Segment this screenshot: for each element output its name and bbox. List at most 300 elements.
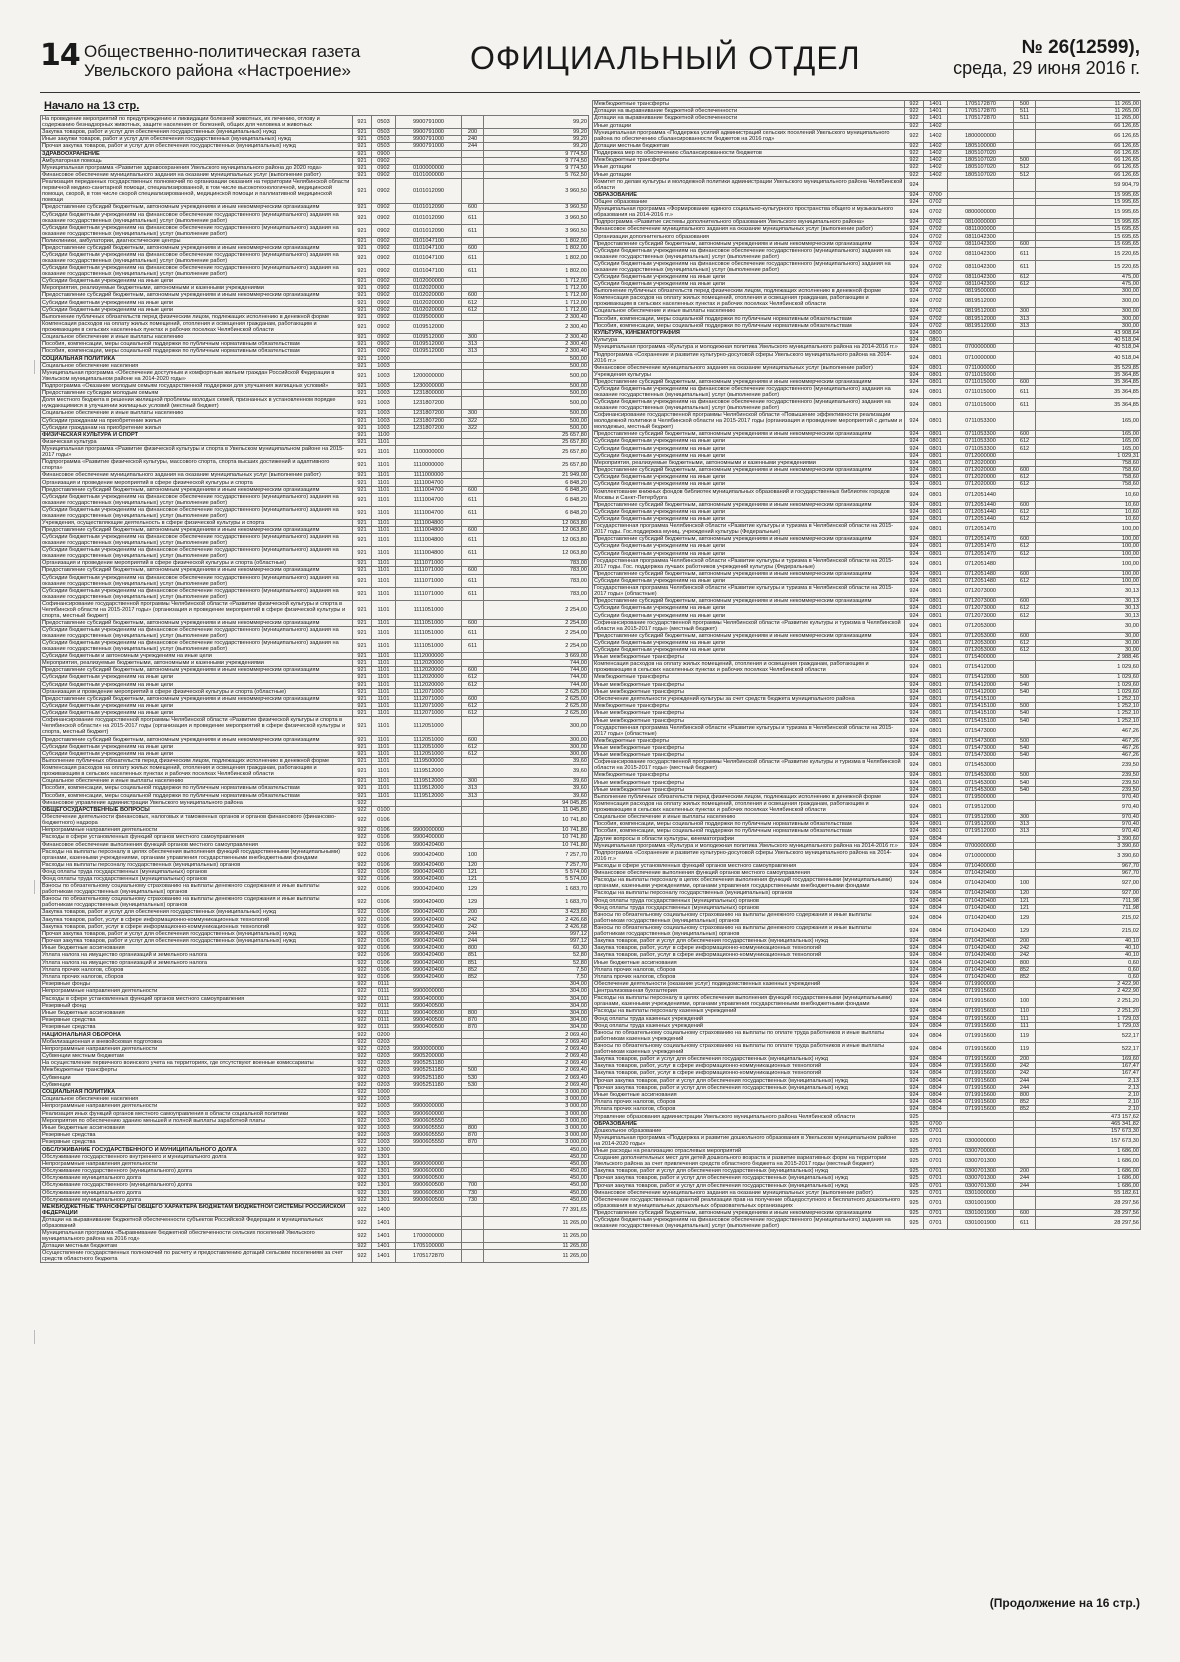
table-row <box>41 792 589 799</box>
table-row <box>593 1189 1141 1196</box>
section-code-cell: 0801 <box>924 598 948 605</box>
expense-type-cell: 612 <box>1014 273 1036 280</box>
section-code-cell: 0203 <box>372 1053 396 1060</box>
table-row <box>41 952 589 959</box>
expense-type-cell <box>1014 793 1036 800</box>
expense-type-cell: 612 <box>1014 281 1036 288</box>
target-code-cell: 0712051440 <box>948 488 1014 501</box>
target-code-cell: 0101047100 <box>396 237 462 244</box>
table-row <box>41 1146 589 1153</box>
grbs-code-cell: 921 <box>353 619 372 626</box>
item-name-cell: Непрограммные направления деятельности <box>41 1160 353 1167</box>
section-code-cell: 0701 <box>924 1155 948 1168</box>
item-name-cell: МЕЖБЮДЖЕТНЫЕ ТРАНСФЕРТЫ ОБЩЕГО ХАРАКТЕРА БЮДЖЕТАМ БЮДЖЕТНОЙ СИСТЕМЫ РОССИЙСКОЙ ФЕДЕРАЦИИ <box>41 1203 353 1216</box>
item-name-cell: Финансовое обеспечение муниципального задания на оказание муниципальных услуг (выполнение работ) <box>593 226 905 233</box>
grbs-code-cell: 922 <box>353 1146 372 1153</box>
table-row <box>41 493 589 506</box>
amount-cell: 6 848,20 <box>484 479 589 486</box>
grbs-code-cell: 924 <box>905 647 924 654</box>
item-name-cell: ЗДРАВООХРАНЕНИЕ <box>41 150 353 157</box>
amount-cell: 7,50 <box>484 973 589 980</box>
expense-type-cell <box>462 1146 484 1153</box>
target-code-cell: 1119512000 <box>396 765 462 778</box>
expense-type-cell: 612 <box>462 306 484 313</box>
expense-type-cell <box>462 765 484 778</box>
item-name-cell: Субвенции <box>41 1081 353 1088</box>
target-code-cell: 0719915600 <box>948 1015 1014 1022</box>
amount-cell: 30,13 <box>1036 605 1141 612</box>
grbs-code-cell: 921 <box>353 652 372 659</box>
grbs-code-cell: 922 <box>353 1160 372 1167</box>
item-name-cell: Расходы в сфере установленных функций органов местного самоуправления <box>41 995 353 1002</box>
expense-type-cell <box>1014 488 1036 501</box>
table-row <box>41 799 589 806</box>
expense-type-cell: 500 <box>1014 101 1036 108</box>
amount-cell: 60,30 <box>484 945 589 952</box>
table-row <box>41 1175 589 1182</box>
item-name-cell: Субсидии бюджетным учреждениям на иные цели <box>593 273 905 280</box>
table-row <box>41 1088 589 1095</box>
amount-cell: 2 069,40 <box>484 1067 589 1074</box>
target-code-cell: 0712020000 <box>948 481 1014 488</box>
item-name-cell: Субсидии бюджетным учреждениям на иные цели <box>593 445 905 452</box>
table-row <box>593 1015 1141 1022</box>
target-code-cell: 1119512000 <box>396 792 462 799</box>
amount-cell: 52,80 <box>484 959 589 966</box>
newspaper-name <box>84 42 360 80</box>
section-code-cell: 1101 <box>372 519 396 526</box>
grbs-code-cell: 921 <box>353 299 372 306</box>
amount-cell: 7 257,70 <box>484 861 589 868</box>
expense-type-cell: 612 <box>1014 550 1036 557</box>
section-code-cell: 0203 <box>372 1067 396 1074</box>
table-row <box>593 281 1141 288</box>
target-code-cell: 1111004800 <box>396 534 462 547</box>
grbs-code-cell: 924 <box>905 577 924 584</box>
grbs-code-cell: 922 <box>353 1024 372 1031</box>
item-name-cell: Дотации на выравнивание бюджетной обеспеченности субъектов Российской Федерации и муниципальных образований <box>41 1216 353 1229</box>
amount-cell: 1 683,70 <box>484 883 589 896</box>
item-name-cell: Софинансирование государственной программы Челябинской области «Развитие физической культуры и спорта в Челябинской области на 2015-2017 годы» (организация и проведение мероприятий в сфере физической культуры и спорта, местный бюджет) <box>41 600 353 619</box>
section-code-cell: 0106 <box>372 966 396 973</box>
section-code-cell: 0801 <box>924 681 948 688</box>
expense-type-cell <box>1014 1189 1036 1196</box>
target-code-cell <box>948 1113 1014 1120</box>
table-row <box>593 849 1141 862</box>
expense-type-cell: 612 <box>1014 543 1036 550</box>
grbs-code-cell: 921 <box>353 129 372 136</box>
expense-type-cell: 129 <box>462 896 484 909</box>
target-code-cell: 9900420400 <box>396 909 462 916</box>
item-name-cell: Иные бюджетные ассигнования <box>41 1009 353 1016</box>
expense-type-cell <box>462 1203 484 1216</box>
expense-type-cell: 129 <box>1014 924 1036 937</box>
grbs-code-cell: 921 <box>353 479 372 486</box>
section-code-cell: 1003 <box>372 1139 396 1146</box>
section-code-cell: 0801 <box>924 814 948 821</box>
grbs-code-cell: 921 <box>353 695 372 702</box>
expense-type-cell <box>1014 862 1036 869</box>
amount-cell: 40 518,04 <box>1036 337 1141 344</box>
target-code-cell: 0712051440 <box>948 501 1014 508</box>
target-code-cell: 1111004800 <box>396 519 462 526</box>
page-header <box>40 38 1140 90</box>
target-code-cell: 0715400000 <box>948 654 1014 661</box>
expense-type-cell <box>1014 849 1036 862</box>
amount-cell: 25 657,80 <box>484 431 589 438</box>
section-code-cell: 0701 <box>924 1168 948 1175</box>
amount-cell: 25 657,80 <box>484 459 589 472</box>
item-name-cell: Субсидии бюджетным учреждениям на иные цели <box>593 577 905 584</box>
target-code-cell <box>396 1088 462 1095</box>
expense-type-cell: 129 <box>462 883 484 896</box>
grbs-code-cell: 924 <box>905 198 924 205</box>
section-code-cell: 1003 <box>372 1124 396 1131</box>
expense-type-cell <box>462 1088 484 1095</box>
amount-cell: 165,00 <box>1036 438 1141 445</box>
item-name-cell: Предоставление субсидии молодым семьям <box>41 390 353 397</box>
grbs-code-cell: 924 <box>905 654 924 661</box>
table-row <box>593 431 1141 438</box>
expense-type-cell: 870 <box>462 1132 484 1139</box>
item-name-cell: Субсидии бюджетным учреждениям на иные цели <box>41 750 353 757</box>
amount-cell: 12 063,80 <box>484 547 589 560</box>
target-code-cell: 0719512000 <box>948 814 1014 821</box>
expense-type-cell: 512 <box>1014 171 1036 178</box>
table-row <box>41 157 589 164</box>
expense-type-cell: 500 <box>1014 703 1036 710</box>
expense-type-cell <box>1014 412 1036 431</box>
amount-cell: 467,26 <box>1036 724 1141 737</box>
expense-type-cell <box>1014 178 1036 191</box>
table-row <box>593 329 1141 336</box>
grbs-code-cell: 921 <box>353 264 372 277</box>
item-name-cell: Иные межбюджетные трансферты <box>593 779 905 786</box>
table-row <box>41 1250 589 1263</box>
amount-cell: 100,00 <box>1036 550 1141 557</box>
amount-cell: 12 063,80 <box>484 527 589 534</box>
target-code-cell: 1111004700 <box>396 486 462 493</box>
amount-cell: 15 220,65 <box>1036 260 1141 273</box>
table-row <box>593 937 1141 944</box>
table-row <box>41 136 589 143</box>
section-code-cell: 0503 <box>372 136 396 143</box>
expense-type-cell: 600 <box>1014 1209 1036 1216</box>
table-row <box>41 382 589 389</box>
amount-cell: 300,00 <box>1036 322 1141 329</box>
grbs-code-cell: 924 <box>905 315 924 322</box>
item-name-cell: Выполнение публичных обязательств перед физическим лицом, подлежащих исполнению в денежной форме <box>593 288 905 295</box>
item-name-cell: Муниципальная программа «Культура и молодежная политика Увельского муниципального района на 2014-2016 гг.» <box>593 842 905 849</box>
expense-type-cell <box>1014 988 1036 995</box>
target-code-cell: 0715415100 <box>948 710 1014 717</box>
amount-cell: 2 426,68 <box>484 923 589 930</box>
amount-cell: 100,00 <box>1036 543 1141 550</box>
item-name-cell: Субсидии бюджетным учреждениям на иные цели <box>593 612 905 619</box>
table-row <box>593 703 1141 710</box>
target-code-cell: 0711000000 <box>948 364 1014 371</box>
section-code-cell: 1402 <box>924 171 948 178</box>
item-name-cell: Централизованная бухгалтерия <box>593 988 905 995</box>
table-row <box>593 897 1141 904</box>
section-code-cell: 1402 <box>924 142 948 149</box>
expense-type-cell: 100 <box>1014 877 1036 890</box>
expense-type-cell: 851 <box>462 959 484 966</box>
section-code-cell: 0801 <box>924 772 948 779</box>
amount-cell: 467,26 <box>1036 744 1141 751</box>
item-name-cell: Субсидии бюджетным учреждениям на финансовое обеспечение государственного (муниципального) задания на оказание государственных (муниципальных) услуг (выполнение работ) <box>593 260 905 273</box>
table-row <box>41 299 589 306</box>
item-name-cell: Субсидии бюджетным учреждениям на финансовое обеспечение государственного (муниципального) задания на оказание государственных (муниципальных) услуг (выполнение работ) <box>593 386 905 399</box>
amount-cell: 3 960,50 <box>484 211 589 224</box>
expense-type-cell <box>462 717 484 736</box>
section-code-cell: 0801 <box>924 515 948 522</box>
expense-type-cell: 500 <box>1014 674 1036 681</box>
grbs-code-cell: 921 <box>353 534 372 547</box>
issue-info <box>953 38 1140 78</box>
amount-cell: 239,50 <box>1036 786 1141 793</box>
table-row <box>593 206 1141 219</box>
grbs-code-cell: 922 <box>905 142 924 149</box>
target-code-cell: 0715412000 <box>948 681 1014 688</box>
expense-type-cell: 300 <box>462 778 484 785</box>
budget-table-right <box>592 100 1141 1230</box>
item-name-cell: Взносы по обязательному социальному страхованию на выплаты по оплате труда работников и иные выплаты работникам казенных учреждений <box>593 1029 905 1042</box>
item-name-cell: Иные межбюджетные трансферты <box>593 681 905 688</box>
table-row <box>41 883 589 896</box>
amount-cell: 35 364,85 <box>1036 386 1141 399</box>
section-code-cell: 0804 <box>924 1070 948 1077</box>
item-name-cell: Иные дотации <box>593 164 905 171</box>
expense-type-cell <box>1014 1148 1036 1155</box>
expense-type-cell <box>1014 329 1036 336</box>
target-code-cell: 0719915600 <box>948 1099 1014 1106</box>
amount-cell: 5 762,50 <box>484 172 589 179</box>
item-name-cell: Компенсация расходов на оплату жилых помещений, отопления и освещения гражданам, работающим и проживающим в сельских населенных пунктах и рабочих поселках Челябинской области <box>593 295 905 308</box>
item-name-cell: Предоставление субсидий бюджетным, автономным учреждениям и иным некоммерческим организациям <box>593 570 905 577</box>
amount-cell: 1 252,10 <box>1036 717 1141 724</box>
grbs-code-cell: 924 <box>905 543 924 550</box>
grbs-code-cell: 921 <box>353 717 372 736</box>
grbs-code-cell: 924 <box>905 219 924 226</box>
item-name-cell: Непрограммные направления деятельности <box>41 988 353 995</box>
section-code-cell: 0804 <box>924 1022 948 1029</box>
expense-type-cell <box>1014 191 1036 198</box>
target-code-cell: 0811000000 <box>948 226 1014 233</box>
table-row <box>593 1155 1141 1168</box>
item-name-cell: Предоставление субсидий бюджетным, автономным учреждениям и иным некоммерческим организациям <box>41 667 353 674</box>
amount-cell: 167,47 <box>1036 1063 1141 1070</box>
table-row <box>593 870 1141 877</box>
table-row <box>593 322 1141 329</box>
target-code-cell: 0811042300 <box>948 273 1014 280</box>
expense-type-cell <box>1014 585 1036 598</box>
amount-cell: 39,60 <box>484 785 589 792</box>
table-row <box>41 355 589 362</box>
expense-type-cell <box>1014 198 1036 205</box>
section-code-cell: 0701 <box>924 1148 948 1155</box>
item-name-cell: Межбюджетные трансферты <box>593 703 905 710</box>
amount-cell: 99,20 <box>484 116 589 129</box>
expense-type-cell: 611 <box>462 547 484 560</box>
grbs-code-cell: 921 <box>353 703 372 710</box>
expense-type-cell <box>462 1175 484 1182</box>
expense-type-cell: 611 <box>1014 260 1036 273</box>
item-name-cell: Фонд оплаты труда государственных (муниципальных) органов <box>41 876 353 883</box>
item-name-cell: Выполнение публичных обязательств перед физическим лицом, подлежащих исполнению в денежной форме <box>593 793 905 800</box>
item-name-cell: Обслуживание государственного внутреннего и муниципального долга <box>41 1153 353 1160</box>
section-code-cell: 1401 <box>372 1229 396 1242</box>
section-code-cell: 0106 <box>372 973 396 980</box>
amount-cell: 66 126,65 <box>1036 129 1141 142</box>
target-code-cell: 0715415100 <box>948 695 1014 702</box>
amount-cell: 2 300,40 <box>484 348 589 355</box>
expense-type-cell <box>462 313 484 320</box>
newspaper-name-line1: Общественно-политическая газета <box>84 42 361 61</box>
expense-type-cell: 200 <box>1014 1055 1036 1062</box>
amount-cell: 5 574,00 <box>484 876 589 883</box>
grbs-code-cell: 921 <box>353 164 372 171</box>
grbs-code-cell: 922 <box>353 938 372 945</box>
table-row <box>41 341 589 348</box>
grbs-code-cell: 922 <box>905 171 924 178</box>
amount-cell: 3 000,00 <box>484 1110 589 1117</box>
amount-cell: 500,00 <box>484 369 589 382</box>
grbs-code-cell: 924 <box>905 849 924 862</box>
section-code-cell: 0804 <box>924 911 948 924</box>
target-code-cell: 9900400500 <box>396 1024 462 1031</box>
amount-cell: 25 657,80 <box>484 439 589 446</box>
section-code-cell: 1100 <box>372 431 396 438</box>
expense-type-cell: 242 <box>1014 945 1036 952</box>
amount-cell: 66 126,65 <box>1036 157 1141 164</box>
expense-type-cell <box>1014 337 1036 344</box>
expense-type-cell <box>1014 759 1036 772</box>
amount-cell: 783,00 <box>484 560 589 567</box>
table-row <box>593 695 1141 702</box>
table-row <box>593 585 1141 598</box>
grbs-code-cell: 924 <box>905 344 924 351</box>
expense-type-cell: 870 <box>462 1139 484 1146</box>
amount-cell: 2 300,40 <box>484 313 589 320</box>
target-code-cell: 0819512000 <box>948 295 1014 308</box>
item-name-cell: Государственная программа Челябинской области «Развитие культуры и туризма в Челябинской области на 2015-2017 годы. Гос.поддержка муниц. учреждений культуры (Федеральные) <box>593 523 905 536</box>
amount-cell: 35 364,85 <box>1036 371 1141 378</box>
expense-type-cell: 121 <box>1014 904 1036 911</box>
amount-cell: 2 422,90 <box>1036 988 1141 995</box>
grbs-code-cell: 921 <box>353 424 372 431</box>
section-code-cell: 1101 <box>372 639 396 652</box>
amount-cell: 744,00 <box>484 667 589 674</box>
table-row <box>41 264 589 277</box>
section-code-cell: 0801 <box>924 536 948 543</box>
item-name-cell: Предоставление субсидий бюджетным, автономным учреждениям и иным некоммерческим организациям <box>41 292 353 299</box>
grbs-code-cell: 925 <box>905 1209 924 1216</box>
section-code-cell: 0801 <box>924 605 948 612</box>
item-name-cell: Мероприятия, реализуемые бюджетными, автономными и казенными учреждениями <box>41 659 353 666</box>
target-code-cell: 0301001900 <box>948 1217 1014 1230</box>
target-code-cell: 0300701300 <box>948 1182 1014 1189</box>
amount-cell: 304,00 <box>484 995 589 1002</box>
grbs-code-cell: 924 <box>905 481 924 488</box>
table-row <box>41 244 589 251</box>
grbs-code-cell: 922 <box>353 1175 372 1182</box>
section-code-cell: 0804 <box>924 842 948 849</box>
target-code-cell <box>396 362 462 369</box>
grbs-code-cell: 925 <box>905 1155 924 1168</box>
table-row <box>41 472 589 479</box>
table-row <box>593 543 1141 550</box>
item-name-cell: Муниципальная программа «Культура и молодежная политика Увельского муниципального района на 2014-2016 гг.» <box>593 344 905 351</box>
grbs-code-cell: 924 <box>905 1029 924 1042</box>
target-code-cell: 0719915600 <box>948 1042 1014 1055</box>
section-code-cell: 0801 <box>924 647 948 654</box>
target-code-cell: 0715473000 <box>948 737 1014 744</box>
item-name-cell: Расходы на выплаты персоналу в целях обеспечения выполнения функций государственными (муниципальными) органами, казенными учреждениями, органами управления государственными внебюджетными фондами <box>593 877 905 890</box>
target-code-cell <box>396 355 462 362</box>
grbs-code-cell: 925 <box>905 1120 924 1127</box>
amount-cell: 3 960,50 <box>484 224 589 237</box>
item-name-cell: Подпрограмма «Сохранение и развитие культурно-досуговой сферы Увельского муниципального района на 2014-2016 гг.» <box>593 849 905 862</box>
target-code-cell <box>948 835 1014 842</box>
table-row <box>593 386 1141 399</box>
amount-cell: 2 625,00 <box>484 688 589 695</box>
grbs-code-cell: 921 <box>353 446 372 459</box>
section-code-cell: 0702 <box>924 322 948 329</box>
amount-cell: 970,40 <box>1036 801 1141 814</box>
table-row <box>593 981 1141 988</box>
expense-type-cell: 600 <box>1014 632 1036 639</box>
table-row <box>41 938 589 945</box>
grbs-code-cell: 921 <box>353 410 372 417</box>
item-name-cell: Расходы в сфере установленных функций органов местного самоуправления <box>593 862 905 869</box>
amount-cell: 52,80 <box>484 952 589 959</box>
expense-type-cell: 852 <box>1014 1099 1036 1106</box>
amount-cell: 450,00 <box>484 1182 589 1189</box>
amount-cell: 467,26 <box>1036 737 1141 744</box>
table-row <box>593 1168 1141 1175</box>
amount-cell: 40,10 <box>1036 937 1141 944</box>
section-code-cell: 1101 <box>372 792 396 799</box>
expense-type-cell: 500 <box>1014 737 1036 744</box>
grbs-code-cell: 921 <box>353 157 372 164</box>
section-code-cell: 0801 <box>924 557 948 570</box>
item-name-cell: Фонд оплаты труда казенных учреждений <box>593 1022 905 1029</box>
table-row <box>593 1113 1141 1120</box>
amount-cell: 783,00 <box>484 587 589 600</box>
table-row <box>41 710 589 717</box>
section-code-cell: 0203 <box>372 1038 396 1045</box>
item-name-cell: Взносы по обязательному социальному страхованию на выплаты денежного содержания и иные выплаты работникам государственных (муниципальных) органов <box>593 924 905 937</box>
expense-type-cell: 322 <box>462 417 484 424</box>
expense-type-cell: 600 <box>1014 598 1036 605</box>
target-code-cell: 1112051000 <box>396 750 462 757</box>
section-code-cell: 1101 <box>372 710 396 717</box>
expense-type-cell: 244 <box>1014 1077 1036 1084</box>
item-name-cell: Закупка товаров, работ и услуг для обеспечения государственных (муниципальных) нужд <box>593 1055 905 1062</box>
grbs-code-cell: 924 <box>905 995 924 1008</box>
target-code-cell: 9900400000 <box>396 834 462 841</box>
item-name-cell: Финансовое обеспечение муниципального задания на оказание муниципальных услуг (выполнение работ) <box>41 172 353 179</box>
target-code-cell: 0109512000 <box>396 348 462 355</box>
table-row <box>593 550 1141 557</box>
target-code-cell: 0719915600 <box>948 1055 1014 1062</box>
section-code-cell: 1402 <box>924 157 948 164</box>
table-row <box>41 251 589 264</box>
section-code-cell: 0804 <box>924 870 948 877</box>
grbs-code-cell: 924 <box>905 1077 924 1084</box>
table-row <box>593 710 1141 717</box>
